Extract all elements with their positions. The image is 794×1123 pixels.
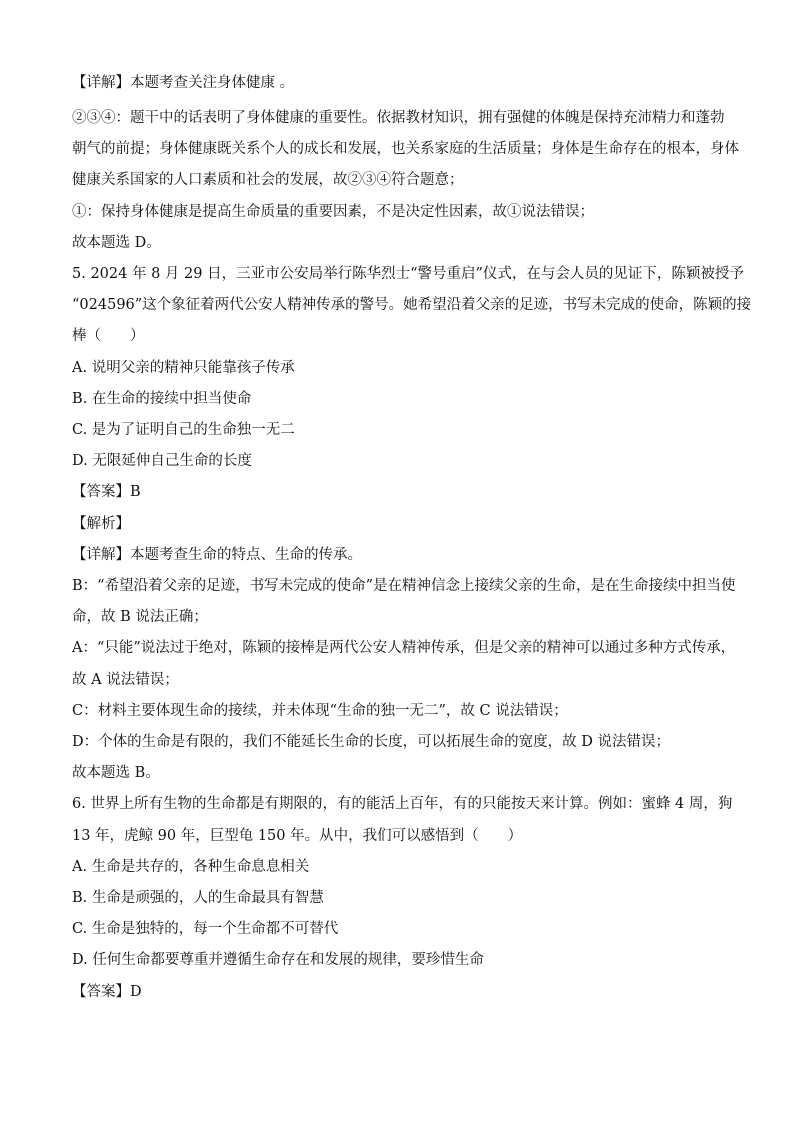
- option-d: D. 无限延伸自己生命的长度: [72, 453, 252, 469]
- paragraph-line: D：个体的生命是有限的，我们不能延长生命的长度，可以拓展生命的宽度，故 D 说法错误；: [72, 734, 670, 750]
- question-5-stem: 5. 2024 年 8 月 29 日，三亚市公安局举行陈华烈士“警号重启”仪式，在与会人员的见证下，陈颖被授予: [72, 266, 744, 282]
- paragraph-line: A：“只能”说法过于绝对，陈颖的接棒是两代公安人精神传承，但是父亲的精神可以通过多种方式传承，: [72, 640, 736, 656]
- option-a: A. 生命是共存的，各种生命息息相关: [72, 859, 310, 875]
- option-d: D. 任何生命都要尊重并遵循生命存在和发展的规律，要珍惜生命: [72, 952, 484, 968]
- question-5-stem: “024596”这个象征着两代公安人精神传承的警号。她希望沿着父亲的足迹，书写未完成的使命，陈颖的接: [72, 297, 752, 313]
- explanation-heading: 【详解】本题考查生命的特点、生命的传承。: [72, 547, 362, 563]
- answer-label: 【答案】B: [72, 484, 141, 500]
- paragraph-line: C：材料主要体现生命的接续，并未体现“生命的独一无二”，故 C 说法错误；: [72, 703, 568, 719]
- paragraph-line: 故 A 说法错误；: [72, 672, 179, 688]
- paragraph-line: 命，故 B 说法正确；: [72, 609, 208, 625]
- conclusion-line: 故本题选 D。: [72, 235, 161, 251]
- analysis-label: 【解析】: [72, 516, 130, 532]
- question-5-stem: 棒（ ）: [72, 328, 145, 344]
- paragraph-line: ②③④：题干中的话表明了身体健康的重要性。依据教材知识，拥有强健的体魄是保持充沛精力和蓬勃: [72, 110, 725, 126]
- question-6-stem: 6. 世界上所有生物的生命都是有期限的，有的能活上百年，有的只能按天来计算。例如：蜜蜂 4 周，狗: [72, 796, 733, 812]
- paragraph-line: 朝气的前提；身体健康既关系个人的成长和发展，也关系家庭的生活质量；身体是生命存在的根本，身体: [72, 141, 739, 157]
- option-c: C. 生命是独特的，每一个生命都不可替代: [72, 921, 339, 937]
- paragraph-line: ①：保持身体健康是提高生命质量的重要因素，不是决定性因素，故①说法错误；: [72, 204, 594, 220]
- question-6-stem: 13 年，虎鲸 90 年，巨型龟 150 年。从中，我们可以感悟到（ ）: [72, 828, 523, 844]
- explanation-heading: 【详解】本题考查关注身体健康 。: [72, 75, 295, 91]
- option-b: B. 生命是顽强的，人的生命最具有智慧: [72, 890, 324, 906]
- option-c: C. 是为了证明自己的生命独一无二: [72, 422, 295, 438]
- option-a: A. 说明父亲的精神只能靠孩子传承: [72, 360, 295, 376]
- conclusion-line: 故本题选 B。: [72, 765, 160, 781]
- paragraph-line: 健康关系国家的人口素质和社会的发展，故②③④符合题意；: [72, 172, 464, 188]
- option-b: B. 在生命的接续中担当使命: [72, 391, 252, 407]
- paragraph-line: B：“希望沿着父亲的足迹，书写未完成的使命”是在精神信念上接续父亲的生命，是在生命接续中担当使: [72, 578, 736, 594]
- answer-label: 【答案】D: [72, 984, 142, 1000]
